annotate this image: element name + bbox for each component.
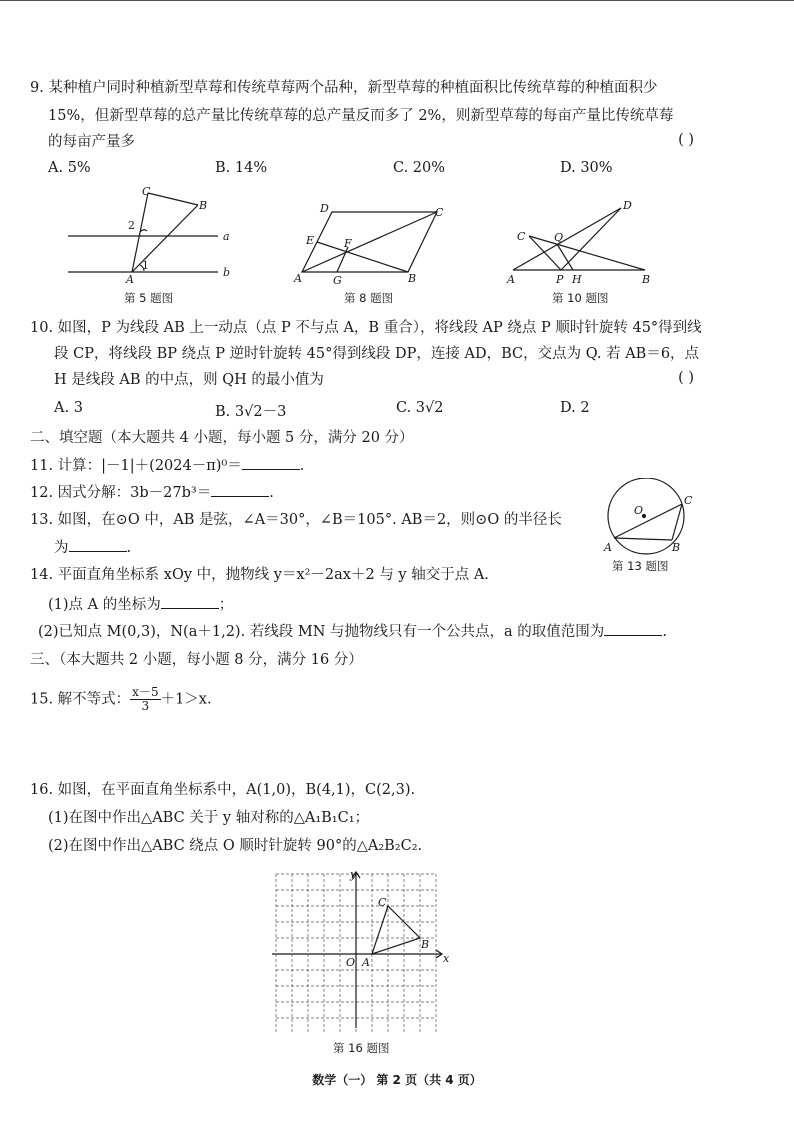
q9-line1: 9. 某种植户同时种植新型草莓和传统草莓两个品种，新型草莓的种植面积比传统草莓的种植面积少 [30, 80, 658, 96]
q13-line2 [54, 537, 131, 558]
fig8-label-f: F [344, 237, 352, 250]
fig10-label-q: Q [554, 231, 564, 244]
fig10-label-c: C [517, 230, 526, 243]
q14-part2-answer-blank[interactable] [604, 621, 662, 636]
q15-text: 15. 解不等式： [30, 691, 131, 708]
fig5-label-1: 1 [142, 259, 149, 272]
fig5-label-2: 2 [128, 219, 135, 232]
q10-line2: 段 CP，将线段 BP 绕点 P 逆时针旋转 45°得到线段 DP，连接 AD，BC，交点为 Q. 若 AB＝6，点 [54, 346, 700, 362]
page-footer: 数学（一） 第 2 页（共 4 页） [312, 1073, 482, 1087]
q14-part1-answer-blank[interactable] [161, 594, 219, 609]
fig8-label-c: C [435, 206, 444, 219]
q14-part2 [38, 621, 667, 642]
q11-answer-blank[interactable] [242, 455, 300, 470]
q9-option-d: D. 30% [560, 160, 613, 176]
q16-line3: (2)在图中作出△ABC 绕点 O 顺时针旋转 90°的△A₂B₂C₂. [48, 838, 423, 854]
q11-suffix: . [299, 458, 305, 474]
fig13-label-b: B [672, 541, 681, 554]
fig8-label-d: D [320, 202, 329, 215]
fig8-label-b: B [408, 272, 417, 285]
q16-line2: (1)在图中作出△ABC 关于 y 轴对称的△A₁B₁C₁； [48, 810, 370, 826]
fig5-label-line-b: b [223, 266, 231, 279]
fig16-label-c: C [378, 896, 387, 909]
q13-line2-suffix: . [126, 540, 132, 556]
q14-part1 [48, 594, 233, 615]
fig16-label-o: O [346, 956, 356, 969]
q15-suffix: ＋1＞x. [160, 691, 212, 708]
q9-option-b: B. 14% [215, 160, 268, 176]
section-3-heading: 三、（本大题共 2 小题，每小题 8 分，满分 16 分） [30, 652, 363, 668]
q10-answer-paren: ( ) [678, 370, 694, 386]
q11-text: 11. 计算：|－1|＋(2024－π)⁰＝ [30, 458, 242, 474]
q9-line3: 的每亩产量多 [48, 134, 135, 150]
q12-text: 12. 因式分解：3b－27b³＝ [30, 485, 212, 501]
fig5-label-line-a: a [223, 230, 230, 243]
q15 [30, 686, 212, 713]
q12-suffix: . [269, 485, 274, 501]
fig16-label-a: A [362, 956, 370, 969]
q9-option-c: C. 20% [393, 160, 446, 176]
fig16-label-b: B [421, 938, 430, 951]
fig8-label-e: E [306, 234, 315, 247]
q14-line1: 14. 平面直角坐标系 xOy 中，抛物线 y＝x²－2ax＋2 与 y 轴交于点 A. [30, 567, 489, 583]
fig5-label-c: C [142, 185, 151, 198]
q9-option-a: A. 5% [48, 160, 91, 176]
figure-8 [290, 200, 460, 290]
q10-option-b: B. 3√2－3 [215, 404, 287, 420]
section-2-heading: 二、填空题（本大题共 4 小题，每小题 5 分，满分 20 分） [30, 430, 414, 446]
caption-fig5: 第 5 题图 [124, 291, 174, 305]
q9-line2: 15%，但新型草莓的总产量比传统草莓的总产量反而多了 2%，则新型草莓的每亩产量比传统草莓 [48, 108, 674, 124]
fig10-label-d: D [623, 199, 632, 212]
q13-line2-text: 为 [54, 540, 69, 556]
q14-part2-text: (2)已知点 M(0,3)，N(a＋1,2). 若线段 MN 与抛物线只有一个公共点，a 的取值范围为 [38, 624, 605, 640]
q14-part1-suffix: ； [218, 597, 234, 613]
fig10-label-p: P [556, 273, 564, 286]
caption-fig16: 第 16 题图 [333, 1041, 390, 1055]
q10-option-c: C. 3√2 [396, 400, 444, 416]
fig10-label-a: A [507, 273, 515, 286]
q12 [30, 482, 274, 503]
q13-line1: 13. 如图，在⊙O 中，AB 是弦，∠A＝30°，∠B＝105°. AB＝2，则⊙O 的半径长 [30, 512, 562, 528]
fig13-label-a: A [604, 541, 612, 554]
q15-denominator: 3 [141, 699, 150, 713]
figure-5 [68, 185, 248, 285]
caption-fig8: 第 8 题图 [344, 291, 394, 305]
fig5-label-a: A [126, 273, 134, 285]
q14-part2-suffix: . [662, 624, 667, 640]
q15-numerator: x－5 [132, 685, 159, 699]
fig13-label-c: C [684, 494, 693, 507]
top-rule [0, 0, 794, 1]
figure-16-grid [270, 868, 455, 1033]
caption-fig13: 第 13 题图 [612, 559, 669, 573]
fig16-label-y: y [350, 868, 357, 881]
fig16-label-x: x [443, 952, 450, 965]
q10-line1: 10. 如图，P 为线段 AB 上一动点（点 P 不与点 A，B 重合），将线段 AP 绕点 P 顺时针旋转 45°得到线 [30, 320, 702, 336]
q15-fraction [130, 686, 160, 713]
q12-answer-blank[interactable] [211, 482, 269, 497]
q10-line3: H 是线段 AB 的中点，则 QH 的最小值为 [54, 372, 324, 388]
q16-line1: 16. 如图，在平面直角坐标系中，A(1,0)，B(4,1)，C(2,3). [30, 782, 416, 798]
q14-part1-text: (1)点 A 的坐标为 [48, 597, 161, 613]
fig8-label-a: A [294, 272, 302, 285]
q13-answer-blank[interactable] [69, 537, 127, 552]
caption-fig10: 第 10 题图 [552, 291, 609, 305]
q9-answer-paren: ( ) [678, 132, 694, 148]
q11 [30, 455, 304, 476]
fig10-label-b: B [642, 273, 651, 286]
fig8-label-g: G [333, 274, 342, 287]
fig13-label-o: O [634, 504, 644, 517]
fig5-label-b: B [199, 199, 208, 212]
q10-option-a: A. 3 [54, 400, 83, 416]
figure-10 [505, 198, 665, 290]
figure-13 [598, 478, 703, 558]
fig10-label-h: H [572, 273, 582, 286]
q10-option-d: D. 2 [560, 400, 590, 416]
